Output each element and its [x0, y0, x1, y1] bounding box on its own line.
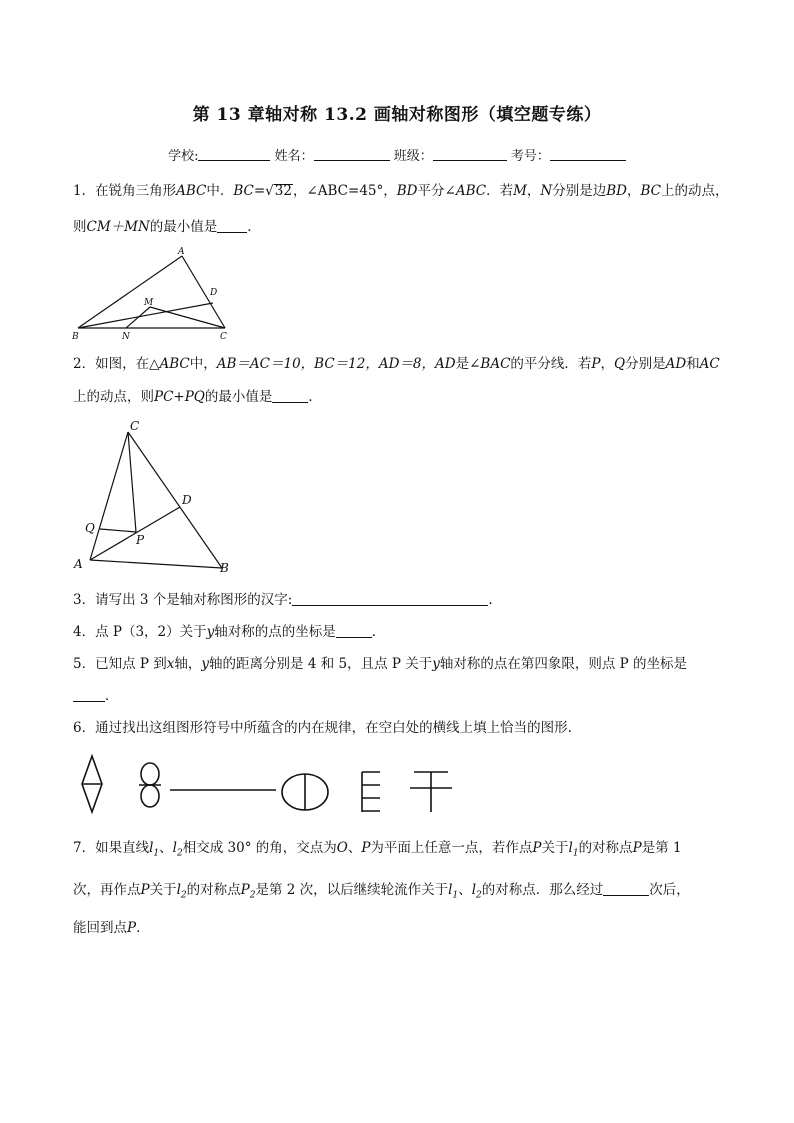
- class-label: 班级：: [393, 149, 433, 164]
- q7-var: P: [632, 840, 642, 856]
- symbol-circle-with-line: [282, 774, 328, 810]
- fig2-segment-cp: [128, 432, 136, 532]
- q3-text: .: [488, 592, 493, 608]
- name-blank[interactable]: [314, 148, 390, 161]
- q2-var: Q: [614, 356, 626, 372]
- q7-line-l2: $l_2$: [172, 840, 183, 859]
- q7-line-l1: $l_1$: [448, 882, 459, 901]
- q1-text: 则: [73, 219, 87, 235]
- q1-answer-blank[interactable]: [217, 219, 247, 233]
- q1-text: ．: [247, 219, 261, 235]
- q5-number: 5．: [73, 656, 96, 672]
- question-1: [73, 181, 733, 201]
- fig2-label-p: P: [136, 533, 145, 547]
- name-label: 姓名：: [274, 149, 314, 164]
- q7-var: P: [127, 920, 137, 936]
- q1-text: 平分∠: [417, 183, 456, 199]
- q5-text: 轴对称的点在第四象限，则点 P 的坐标是: [439, 656, 688, 672]
- q2-text: 的平分线．若: [510, 356, 592, 372]
- q5-var: x: [166, 656, 175, 672]
- fig2-edge-cb: [128, 432, 222, 568]
- q1-var: N: [540, 183, 553, 199]
- q4-text: ．: [371, 624, 386, 640]
- q2-var: AD＝8，: [378, 356, 436, 372]
- q7-text: 是第 2 次，以后继续轮流作关于: [255, 882, 449, 898]
- symbol-figure-eight-with-line: [139, 763, 161, 807]
- fig1-segment-mn: [126, 307, 150, 328]
- fig2-label-c: C: [130, 419, 140, 433]
- q7-text: 次，再作点: [73, 882, 141, 898]
- question-2: [73, 354, 733, 374]
- q7-text: 次后，: [649, 882, 690, 898]
- q1-number: 1．: [73, 183, 96, 199]
- q1-var: BD: [606, 183, 627, 199]
- question-7-line3: [73, 918, 733, 938]
- q2-text: 如图，在△: [95, 356, 160, 372]
- q7-text: 如果直线: [95, 840, 150, 856]
- q7-text: 、: [458, 882, 472, 898]
- fig1-label-c: C: [220, 332, 227, 342]
- q2-var: ABC: [159, 356, 190, 372]
- exam-no-blank[interactable]: [550, 148, 626, 161]
- symbol-bracket-with-lines: [362, 772, 380, 812]
- q1-text: ．若: [486, 183, 514, 199]
- fig2-label-b: B: [220, 561, 229, 575]
- q7-text: 是第 1: [641, 840, 682, 856]
- fig1-label-n: N: [122, 332, 130, 342]
- q1-text: ，: [626, 183, 641, 199]
- q6-text: 通过找出这组图形符号中所蕴含的内在规律，在空白处的横线上填上恰当的图形.: [95, 720, 572, 736]
- q7-var: O: [336, 840, 348, 856]
- q1-text: 中．: [206, 183, 234, 199]
- q7-var: P: [532, 840, 542, 856]
- q5-text: 轴，: [174, 656, 202, 672]
- q7-text: 为平面上任意一点，若作点: [370, 840, 533, 856]
- question-5-line2: [73, 686, 733, 706]
- q2-text: 和: [686, 356, 700, 372]
- q2-var: BAC: [480, 356, 511, 372]
- q3-text: 请写出 3 个是轴对称图形的汉字:: [95, 592, 293, 608]
- fig2-label-a: A: [74, 557, 83, 571]
- q7-line-l1: $l_1$: [149, 840, 160, 859]
- q4-number: 4．: [73, 624, 96, 640]
- q4-text: 轴对称的点的坐标是: [214, 624, 336, 640]
- student-info-line: [0, 145, 794, 164]
- fig2-label-q: Q: [85, 521, 95, 535]
- sqrt-sign: √: [265, 183, 274, 199]
- q1-text: 的最小值是: [149, 219, 218, 235]
- q2-var: PC+PQ: [154, 389, 205, 405]
- q7-line-l2: $l_2$: [176, 882, 187, 901]
- q3-answer-blank[interactable]: [292, 592, 488, 606]
- q7-text: 相交成 30° 的角，交点为: [182, 840, 337, 856]
- fig1-label-d: D: [210, 288, 218, 298]
- page-title: 第 13 章轴对称 13.2 画轴对称图形（填空题专练）: [192, 105, 602, 125]
- q5-answer-blank[interactable]: [73, 688, 105, 702]
- q2-text: 是∠: [455, 356, 481, 372]
- q7-var: P: [140, 882, 150, 898]
- q1-var: ABC: [455, 183, 487, 199]
- q2-var: P: [591, 356, 601, 372]
- q7-text: 能回到点: [73, 920, 127, 936]
- q1-var: ABC: [176, 183, 207, 199]
- q1-text: 在锐角三角形: [95, 183, 177, 199]
- q5-var: y: [201, 656, 210, 672]
- question-6: [73, 718, 733, 738]
- q1-text: ，∠ABC=45°，: [292, 183, 397, 199]
- q1-text: 分别是边: [552, 183, 607, 199]
- fig2-segment-pq: [100, 529, 136, 532]
- q1-var: BC=: [233, 183, 266, 199]
- q2-text: 的最小值是: [204, 389, 273, 405]
- q7-text: 关于: [149, 882, 177, 898]
- figure-1-triangle: [70, 246, 240, 346]
- q2-number: 2．: [73, 356, 96, 372]
- q7-point-p2: $P_2$: [240, 882, 256, 901]
- q2-text: ．: [308, 389, 322, 405]
- q1-text: ，: [526, 183, 541, 199]
- q7-text: 的对称点: [578, 840, 633, 856]
- q7-answer-blank[interactable]: [603, 882, 649, 896]
- fig1-edge-ba: [78, 256, 182, 328]
- q2-answer-blank[interactable]: [272, 389, 308, 403]
- question-1-line2: [73, 217, 733, 237]
- q6-number: 6．: [73, 720, 96, 736]
- q5-var: y: [432, 656, 440, 672]
- q2-var: AC: [699, 356, 720, 372]
- fig2-edge-ab: [90, 560, 222, 568]
- question-2-line2: [73, 387, 733, 407]
- q5-text: 已知点 P 到: [95, 656, 167, 672]
- q7-var: P: [361, 840, 371, 856]
- symbol-diamond-with-line: [82, 756, 102, 812]
- q7-text: 的对称点: [186, 882, 241, 898]
- class-blank[interactable]: [433, 148, 507, 161]
- q2-var: AD: [665, 356, 687, 372]
- question-7-line2: [73, 880, 733, 906]
- q4-text: 点 P（3，2）关于: [95, 624, 207, 640]
- question-3: [73, 590, 733, 610]
- q7-number: 7．: [73, 840, 96, 856]
- q7-text: 的对称点．那么经过: [481, 882, 604, 898]
- fig2-label-d: D: [182, 493, 192, 507]
- q2-text: 中，: [189, 356, 217, 372]
- question-7: [73, 838, 733, 864]
- q1-var: BD: [396, 183, 418, 199]
- q5-text: 轴的距离分别是 4 和 5，且点 P 关于: [209, 656, 433, 672]
- symbol-gan-character: [410, 772, 452, 812]
- q1-var: CM＋MN: [86, 219, 150, 235]
- school-label: 学校:: [168, 149, 199, 164]
- q7-line-l1: $l_1$: [568, 840, 579, 859]
- question-5: [73, 654, 733, 674]
- school-blank[interactable]: [198, 148, 270, 161]
- fig1-label-m: M: [144, 298, 154, 308]
- q7-text: 、: [159, 840, 173, 856]
- q4-answer-blank[interactable]: [336, 624, 372, 638]
- figure-2-triangle: [70, 414, 240, 580]
- q4-var: y: [206, 624, 215, 640]
- fig1-label-a: A: [178, 247, 185, 257]
- q2-text: 分别是: [625, 356, 666, 372]
- fig1-label-b: B: [72, 332, 79, 342]
- q1-sqrt-radicand: 32: [274, 183, 292, 199]
- q3-number: 3．: [73, 592, 96, 608]
- q6-symbol-sequence: [74, 752, 474, 818]
- q1-var: M: [513, 183, 527, 199]
- q1-text: 上的动点，: [660, 183, 729, 199]
- q2-text: 上的动点，则: [73, 389, 154, 405]
- q2-var: BC＝12，: [314, 356, 379, 372]
- q7-text: .: [136, 920, 141, 936]
- question-4: [73, 622, 733, 642]
- q2-text: ，: [600, 356, 615, 372]
- q7-line-l2: $l_2$: [471, 882, 482, 901]
- q2-var: AB＝AC＝10，: [216, 356, 315, 372]
- q7-text: 、: [347, 840, 362, 856]
- q5-text: ．: [105, 688, 119, 704]
- q1-var: BC: [640, 183, 661, 199]
- exam-no-label: 考号：: [510, 149, 550, 164]
- q7-text: 关于: [541, 840, 569, 856]
- q2-var: AD: [435, 356, 456, 372]
